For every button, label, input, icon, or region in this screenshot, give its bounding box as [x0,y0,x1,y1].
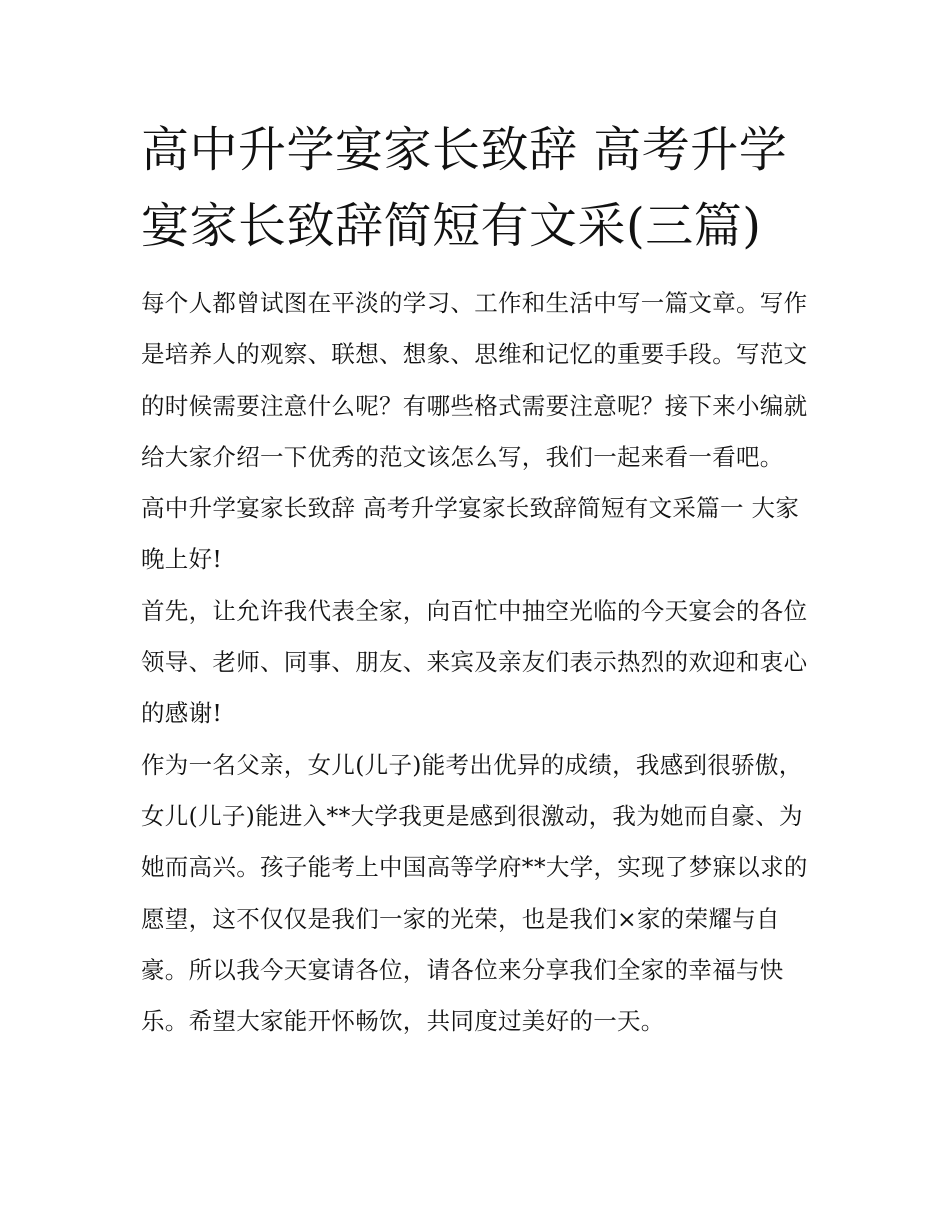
document-body [141,112,813,1047]
paragraph-section-heading: 高中升学宴家长致辞 高考升学宴家长致辞简短有文采篇一 大家晚上好! [141,494,800,574]
paragraph-father-speech: 作为一名父亲，女儿(儿子)能考出优异的成绩，我感到很骄傲，女儿(儿子)能进入**大学我更是感到很激动，我为她而自豪、为她而高兴。孩子能考上中国高等学府**大学，实现了梦寐以求的愿望，这不仅仅是我们一家的光荣，也是我们×家的荣耀与自豪。所以我今天宴请各位，请各位来分享我们全家的幸福与快乐。希望大家能开怀畅饮，共同度过美好的一天。 [141,750,808,1036]
paragraph-welcome: 首先，让允许我代表全家，向百忙中抽空光临的今天宴会的各位领导、老师、同事、朋友、来宾及亲友们表示热烈的欢迎和衷心的感谢! [141,596,808,728]
paragraph-intro: 每个人都曾试图在平淡的学习、工作和生活中写一篇文章。写作是培养人的观察、联想、想象、思维和记忆的重要手段。写范文的时候需要注意什么呢？有哪些格式需要注意呢？接下来小编就给大家介绍一下优秀的范文该怎么写，我们一起来看一看吧。 [141,289,808,471]
document-title: 高中升学宴家长致辞 高考升学宴家长致辞简短有文采(三篇) [141,122,788,254]
